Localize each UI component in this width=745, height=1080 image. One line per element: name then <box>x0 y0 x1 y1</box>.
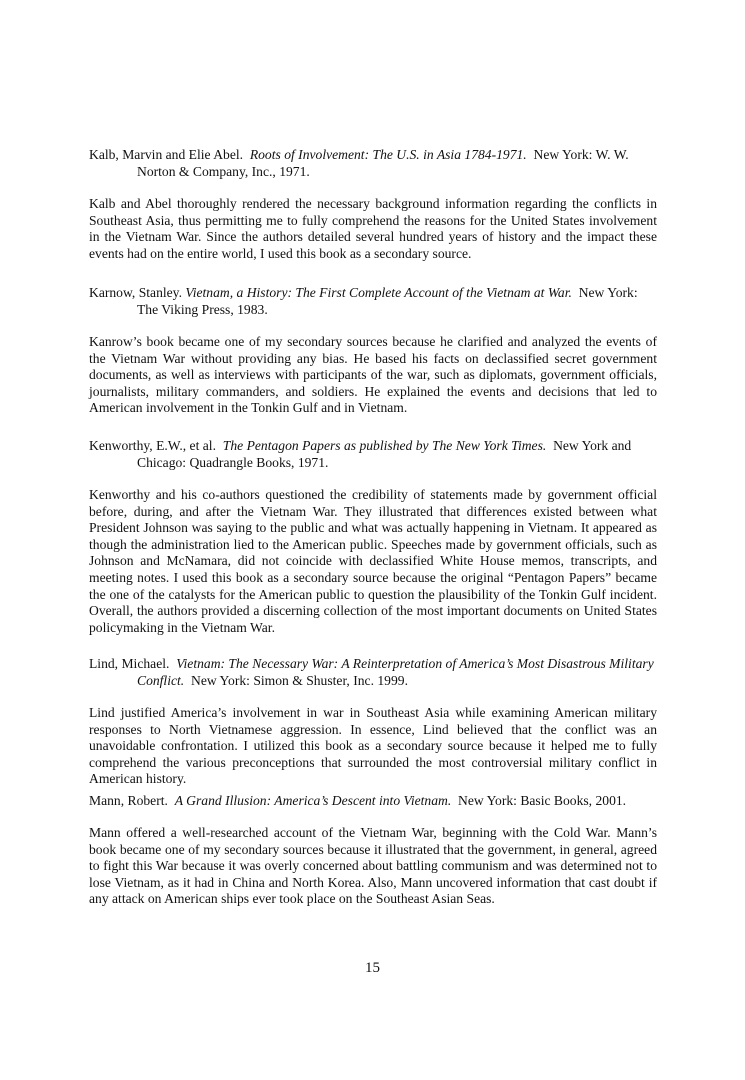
page-number: 15 <box>365 960 380 976</box>
annotation-paragraph: Lind justified America’s involvement in war in Southeast Asia while examining American military responses to North Vietnamese aggression. In essence, Lind believed that the conflict was an unavoidable confrontation. I utilized this book as a secondary source because it helped me to fully comprehend the various preconceptions that surrounded the most controversial military conflict in American history. <box>89 705 657 787</box>
citation-publication: New York: W. W. Norton & Company, Inc., 1971. <box>137 147 629 179</box>
citation-title: Vietnam: The Necessary War: A Reinterpretation of America’s Most Disastrous Military Conflict. <box>137 656 654 688</box>
citation-publication: New York: Basic Books, 2001. <box>458 793 627 808</box>
annotation-paragraph: Mann offered a well-researched account of the Vietnam War, beginning with the Cold War. Mann’s book became one of my secondary sources because it illustrated that the government, in general, agreed to fight this War because it was overly concerned about battling communism and was determined not to lose Vietnam, as it had in China and North Korea. Also, Mann uncovered information that cast doubt if any attack on American ships ever took place on the Southeast Asian Seas. <box>89 825 657 907</box>
citation-author: Kalb, Marvin and Elie Abel. <box>89 147 244 162</box>
annotation-paragraph: Kanrow’s book became one of my secondary sources because he clarified and analyzed the events of the Vietnam War without providing any bias. He based his facts on declassified secret government documents, as well as interviews with participants of the war, such as diplomats, government officials, journalists, military commanders, and soldiers. He explained the events and decisions that led to American involvement in the Tonkin Gulf and in Vietnam. <box>89 334 657 416</box>
bibliography-entry-lind <box>89 655 657 788</box>
bibliography-entry-mann <box>89 792 657 908</box>
citation-publication: New York: Simon & Shuster, Inc. 1999. <box>191 673 408 688</box>
bibliography-entry-kenworthy <box>89 437 657 636</box>
citation <box>89 655 657 689</box>
citation-author: Karnow, Stanley. <box>89 285 182 300</box>
annotation-paragraph: Kalb and Abel thoroughly rendered the necessary background information regarding the conflicts in Southeast Asia, thus permitting me to fully comprehend the reasons for the United States involvement in the Vietnam War. Since the authors detailed several hundred years of history and the impact these events had on the entire world, I used this book as a secondary source. <box>89 196 657 261</box>
citation-publication: New York: The Viking Press, 1983. <box>137 285 638 317</box>
bibliography-entry-karnow <box>89 284 657 417</box>
citation-author: Mann, Robert. <box>89 793 168 808</box>
citation <box>89 437 657 471</box>
citation-author: Kenworthy, E.W., et al. <box>89 438 216 453</box>
citation <box>89 792 657 809</box>
bibliography-entry-kalb <box>89 146 657 262</box>
citation-author: Lind, Michael. <box>89 656 170 671</box>
citation <box>89 146 657 180</box>
citation-title: The Pentagon Papers as published by The New York Times. <box>222 438 547 453</box>
citation-title: Roots of Involvement: The U.S. in Asia 1784-1971. <box>249 147 527 162</box>
annotation-paragraph: Kenworthy and his co-authors questioned the credibility of statements made by government official before, during, and after the Vietnam War. They illustrated that differences existed between what President Johnson was saying to the public and what was actually happening in Vietnam. It appeared as though the administration lied to the American public. Speeches made by government officials, such as Johnson and McNamara, did not coincide with declassified White House memos, transcripts, and meeting notes. I used this book as a secondary source because the original “Pentagon Papers” became the one of the catalysts for the American public to question the plausibility of the Tonkin Gulf incident. Overall, the authors provided a discerning collection of the most important documents on United States policymaking in the Vietnam War. <box>89 487 657 635</box>
citation-title: A Grand Illusion: America’s Descent into Vietnam. <box>174 793 452 808</box>
citation <box>89 284 657 318</box>
citation-title: Vietnam, a History: The First Complete Account of the Vietnam at War. <box>185 285 572 300</box>
citation-publication: New York and Chicago: Quadrangle Books, 1971. <box>137 438 632 470</box>
